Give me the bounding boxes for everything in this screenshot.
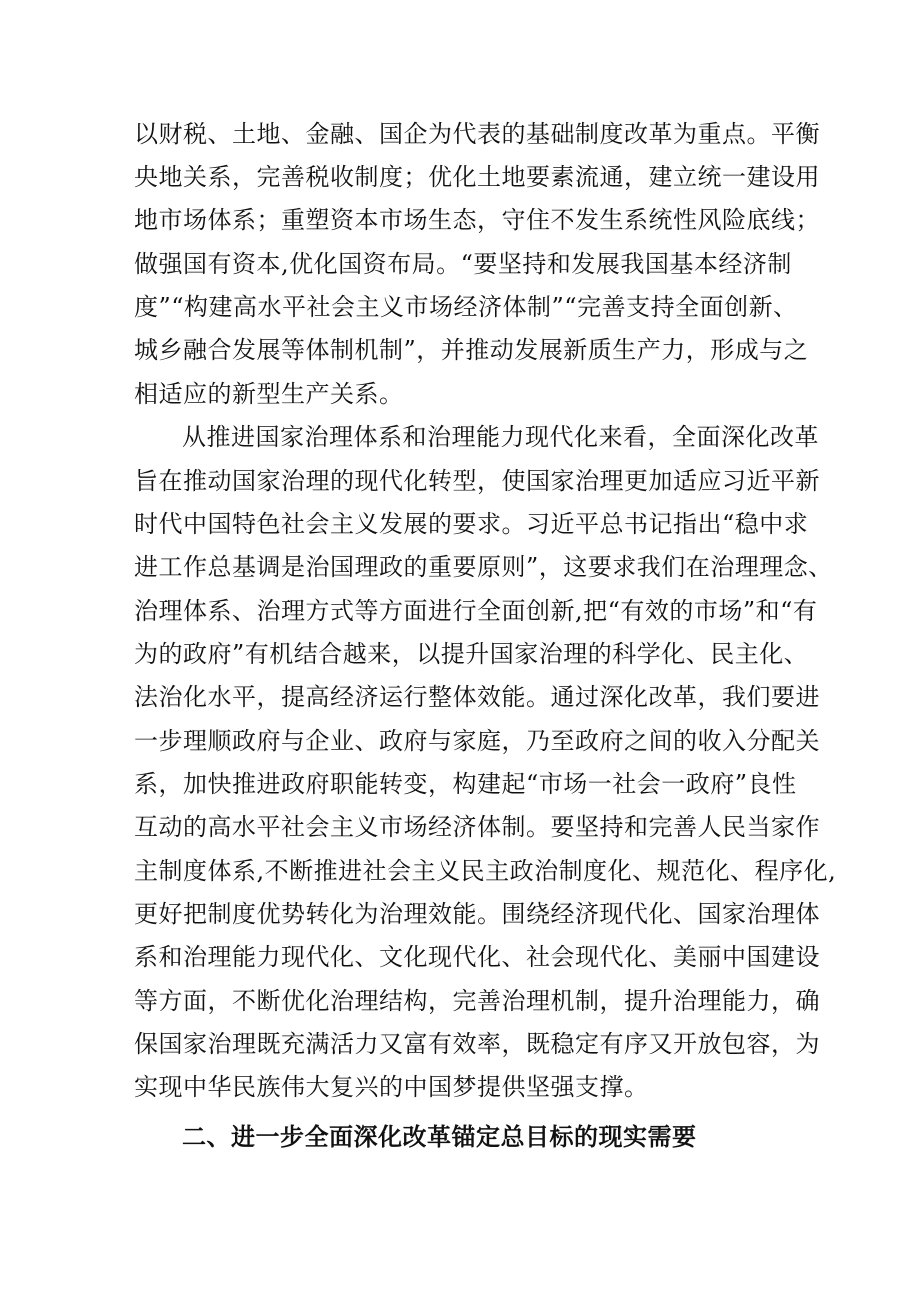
paragraph-line: 系，加快推进政府职能转变，构建起“市场一社会一政府”良性 [134,770,797,798]
paragraph-line: 相适应的新型生产关系。 [134,380,404,408]
paragraph-line: 更好把制度优势转化为治理效能。围绕经济现代化、国家治理体 [134,900,820,928]
paragraph-line: 系和治理能力现代化、文化现代化、社会现代化、美丽中国建设 [134,943,820,971]
paragraph-line: 从推进国家治理体系和治理能力现代化来看，全面深化改革 [182,423,819,451]
paragraph-line: 主制度体系,不断推进社会主义民主政治制度化、规范化、程序化, [134,857,837,885]
paragraph-line: 治理体系、治理方式等方面进行全面创新,把“有效的市场”和“有 [134,597,818,625]
paragraph-line: 互动的高水平社会主义市场经济体制。要坚持和完善人民当家作 [134,813,820,841]
paragraph-line: 一步理顺政府与企业、政府与家庭，乃至政府之间的收入分配关 [134,727,820,755]
paragraph-line: 地市场体系；重塑资本市场生态，守住不发生系统性风险底线； [134,206,820,234]
paragraph-line: 进工作总基调是治国理政的重要原则”，这要求我们在治理理念、 [134,553,833,581]
paragraph-line: 为的政府”有机结合越来，以提升国家治理的科学化、民主化、 [134,640,809,668]
paragraph-line: 等方面，不断优化治理结构，完善治理机制，提升治理能力，确 [134,987,820,1015]
paragraph-line: 保国家治理既充满活力又富有效率，既稳定有序又开放包容，为 [134,1030,820,1058]
paragraph-line: 实现中华民族伟大复兴的中国梦提供坚强支撑。 [134,1073,649,1101]
paragraph-line: 度”“构建高水平社会主义市场经济体制”“完善支持全面创新、 [134,293,798,321]
section-heading: 二、进一步全面深化改革锚定总目标的现实需要 [182,1123,697,1151]
paragraph-line: 做强国有资本,优化国资布局。“要坚持和发展我国基本经济制 [134,250,792,278]
paragraph-line: 旨在推动国家治理的现代化转型，使国家治理更加适应习近平新 [134,467,820,495]
paragraph-line: 时代中国特色社会主义发展的要求。习近平总书记指出“稳中求 [134,510,809,538]
paragraph-line: 央地关系，完善税收制度；优化土地要素流通，建立统一建设用 [134,163,820,191]
paragraph-line: 法治化水平，提高经济运行整体效能。通过深化改革，我们要进 [134,683,820,711]
paragraph-line: 以财税、土地、金融、国企为代表的基础制度改革为重点。平衡 [134,120,820,148]
paragraph-line: 城乡融合发展等体制机制”，并推动发展新质生产力，形成与之 [134,336,809,364]
